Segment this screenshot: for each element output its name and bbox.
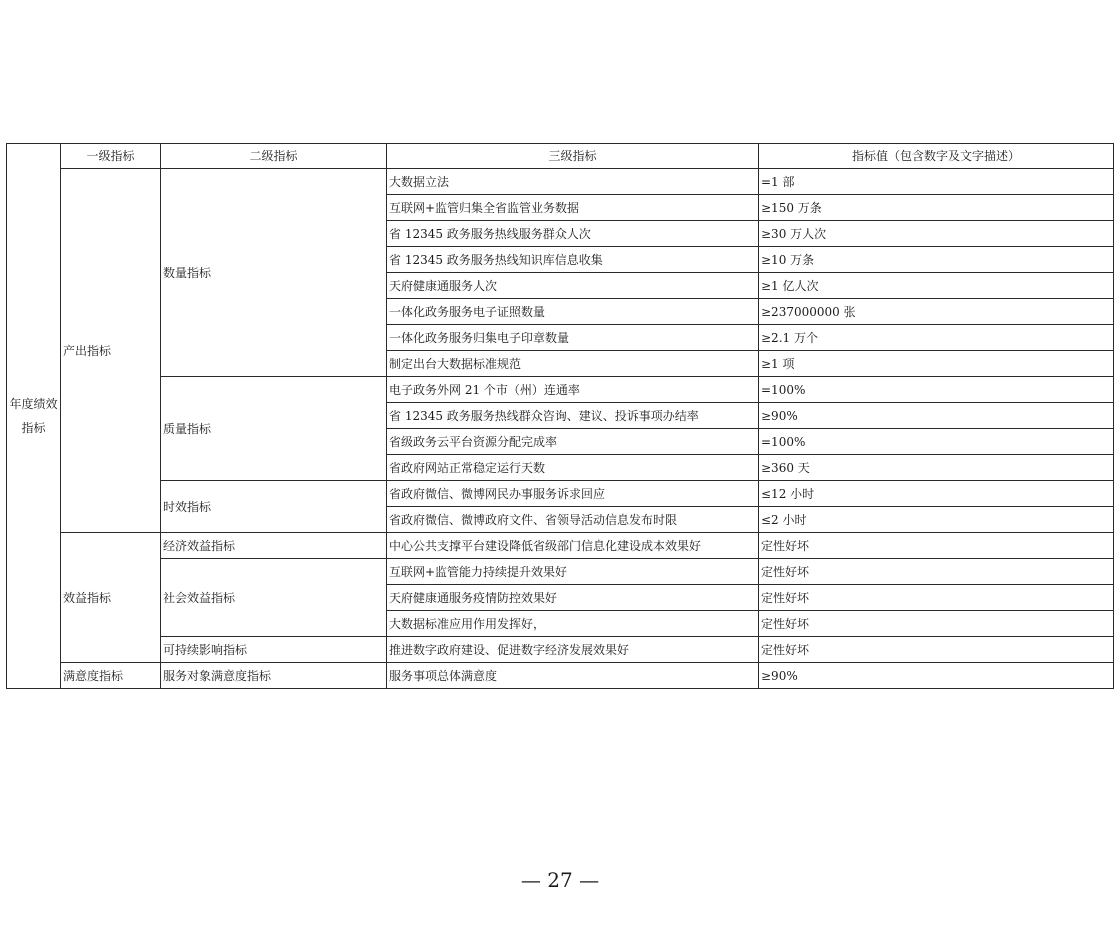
indicator-cell: 推进数字政府建设、促进数字经济发展效果好 (387, 637, 759, 663)
indicator-cell: 互联网+监管能力持续提升效果好 (387, 559, 759, 585)
level2-social: 社会效益指标 (161, 559, 387, 637)
level2-economic: 经济效益指标 (161, 533, 387, 559)
table-row (7, 559, 1114, 585)
page-number: — 27 — (520, 868, 600, 892)
value-cell: 定性好坏 (759, 611, 1114, 637)
value-cell: ≥30 万人次 (759, 221, 1114, 247)
indicator-cell: 制定出台大数据标准规范 (387, 351, 759, 377)
indicator-cell: 省政府微信、微博网民办事服务诉求回应 (387, 481, 759, 507)
value-cell: 定性好坏 (759, 637, 1114, 663)
value-cell: ≥1 亿人次 (759, 273, 1114, 299)
level2-quantity: 数量指标 (161, 169, 387, 377)
value-cell: 定性好坏 (759, 533, 1114, 559)
table-row (7, 169, 1114, 195)
indicator-cell: 省政府微信、微博政府文件、省领导活动信息发布时限 (387, 507, 759, 533)
value-cell: ≥237000000 张 (759, 299, 1114, 325)
header-value: 指标值（包含数字及文字描述） (759, 144, 1114, 169)
indicator-cell: 电子政务外网 21 个市（州）连通率 (387, 377, 759, 403)
indicator-cell: 中心公共支撑平台建设降低省级部门信息化建设成本效果好 (387, 533, 759, 559)
level1-output: 产出指标 (61, 169, 161, 533)
value-cell: ≥2.1 万个 (759, 325, 1114, 351)
value-cell: =100% (759, 377, 1114, 403)
value-cell: ≥150 万条 (759, 195, 1114, 221)
table-row (7, 663, 1114, 689)
indicator-cell: 大数据标准应用作用发挥好， (387, 611, 759, 637)
level1-benefit: 效益指标 (61, 533, 161, 663)
value-cell: ≥10 万条 (759, 247, 1114, 273)
table-header-row (7, 144, 1114, 169)
value-cell: ≥360 天 (759, 455, 1114, 481)
indicator-cell: 一体化政务服务归集电子印章数量 (387, 325, 759, 351)
top-category-cell: 年度绩效指标 (7, 144, 61, 689)
indicator-cell: 天府健康通服务疫情防控效果好 (387, 585, 759, 611)
value-cell: ≤12 小时 (759, 481, 1114, 507)
indicator-cell: 省 12345 政务服务热线群众咨询、建议、投诉事项办结率 (387, 403, 759, 429)
header-level2: 二级指标 (161, 144, 387, 169)
value-cell: 定性好坏 (759, 585, 1114, 611)
indicator-cell: 一体化政务服务电子证照数量 (387, 299, 759, 325)
indicator-cell: 天府健康通服务人次 (387, 273, 759, 299)
value-cell: ≤2 小时 (759, 507, 1114, 533)
indicator-cell: 省政府网站正常稳定运行天数 (387, 455, 759, 481)
value-cell: 定性好坏 (759, 559, 1114, 585)
table-row (7, 637, 1114, 663)
performance-indicator-table (6, 143, 1114, 689)
level2-timeliness: 时效指标 (161, 481, 387, 533)
value-cell: ≥1 项 (759, 351, 1114, 377)
level2-sustainable: 可持续影响指标 (161, 637, 387, 663)
value-cell: ≥90% (759, 663, 1114, 689)
value-cell: =100% (759, 429, 1114, 455)
header-level3: 三级指标 (387, 144, 759, 169)
level2-quality: 质量指标 (161, 377, 387, 481)
table-row (7, 533, 1114, 559)
level1-satisfaction: 满意度指标 (61, 663, 161, 689)
table-row (7, 377, 1114, 403)
table-row (7, 481, 1114, 507)
header-level1: 一级指标 (61, 144, 161, 169)
indicator-cell: 大数据立法 (387, 169, 759, 195)
indicator-cell: 互联网+监管归集全省监管业务数据 (387, 195, 759, 221)
indicator-cell: 省 12345 政务服务热线服务群众人次 (387, 221, 759, 247)
indicator-cell: 省级政务云平台资源分配完成率 (387, 429, 759, 455)
value-cell: =1 部 (759, 169, 1114, 195)
indicator-cell: 省 12345 政务服务热线知识库信息收集 (387, 247, 759, 273)
indicator-cell: 服务事项总体满意度 (387, 663, 759, 689)
value-cell: ≥90% (759, 403, 1114, 429)
level2-service-satisfaction: 服务对象满意度指标 (161, 663, 387, 689)
